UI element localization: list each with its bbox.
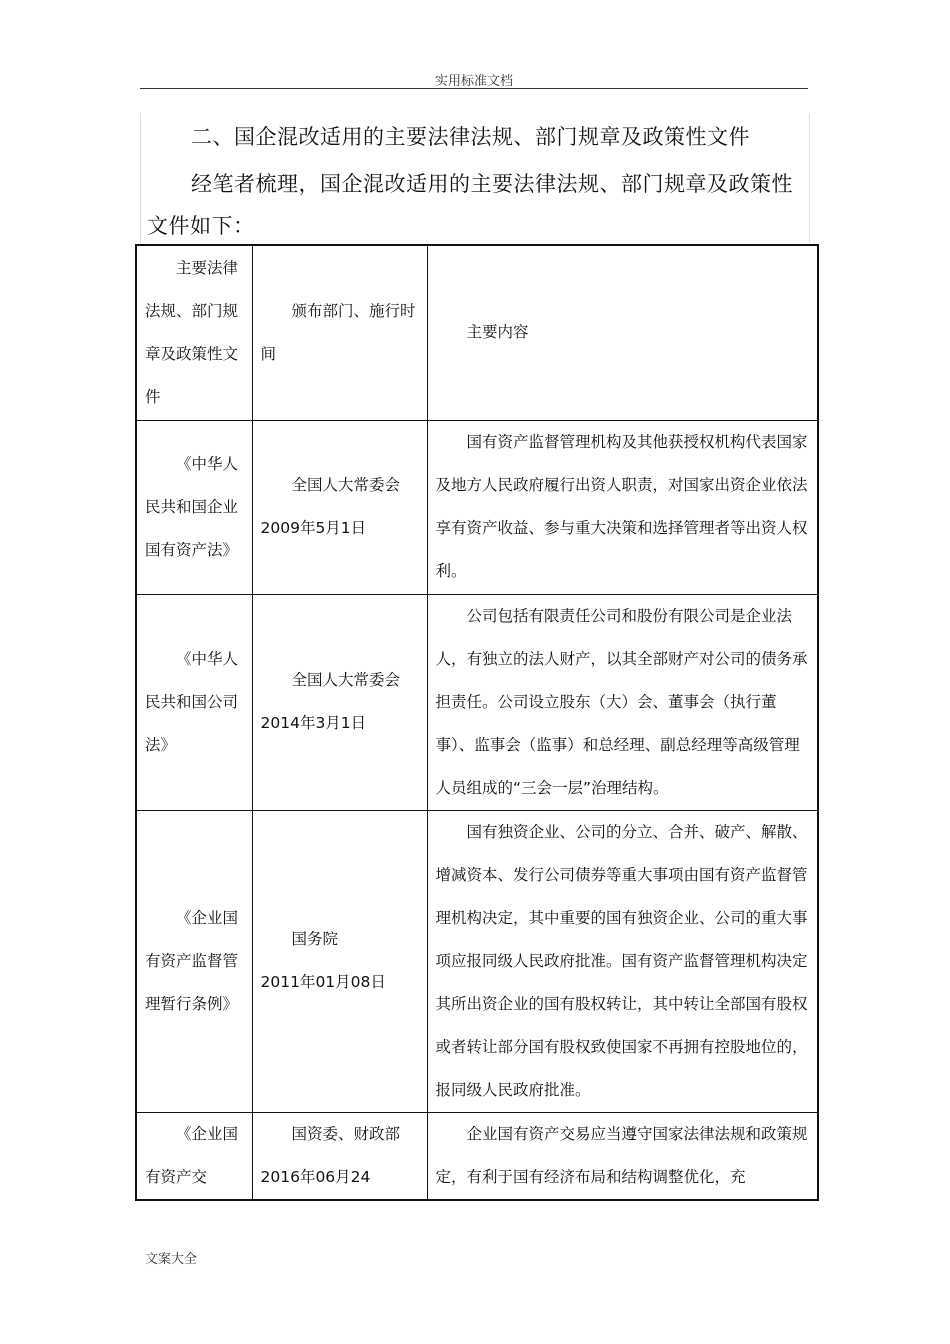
header-cell-content: 主要内容 <box>427 245 818 420</box>
intro-paragraph-line1: 经笔者梳理，国企混改适用的主要法律法规、部门规章及政策性 <box>191 172 793 196</box>
row-regulation-name: 《企业国有资产监督管理暂行条例》 <box>136 810 252 1112</box>
row-dept-date <box>252 420 427 594</box>
page-header: 实用标准文档 <box>140 70 808 89</box>
row-regulation-name: 《企业国有资产交 <box>136 1112 252 1200</box>
header-cell-dept-date: 颁布部门、施行时间 <box>252 245 427 420</box>
regulations-table <box>135 244 819 1201</box>
row-dept: 国资委、财政部 <box>291 1124 401 1143</box>
row-date: 2014年3月1日 <box>260 714 367 732</box>
row-content: 企业国有资产交易应当遵守国家法律法规和政策规定，有利于国有经济布局和结构调整优化，充 <box>427 1112 818 1200</box>
intro-paragraph-line2: 文件如下： <box>147 214 255 238</box>
row-content: 国有独资企业、公司的分立、合并、破产、解散、增减资本、发行公司债券等重大事项由国有资产监督管理机构决定，其中重要的国有独资企业、公司的重大事项应报同级人民政府批准。国有资产监督管理机构决定其所出资企业的国有股权转让，其中转让全部国有股权或者转让部分国有股权致使国家不再拥有控股地位的，报同级人民政府批准。 <box>427 810 818 1112</box>
row-dept: 全国人大常委会 <box>291 671 401 689</box>
page-footer: 文案大全 <box>145 1252 198 1267</box>
table-row <box>136 1112 818 1200</box>
row-date: 2009年5月1日 <box>260 519 367 537</box>
intro-section <box>140 113 810 243</box>
table-row <box>136 810 818 1112</box>
row-regulation-name: 《中华人民共和国企业国有资产法》 <box>136 420 252 594</box>
table-row <box>136 420 818 594</box>
row-content: 公司包括有限责任公司和股份有限公司是企业法人，有独立的法人财产，以其全部财产对公司的债务承担责任。公司设立股东（大）会、董事会（执行董事）、监事会（监事）和总经理、副总经理等高级管理人员组成的“三会一层”治理结构。 <box>427 594 818 810</box>
header-cell-regulation: 主要法律法规、部门规章及政策性文件 <box>136 245 252 420</box>
row-date: 2016年06月24 <box>260 1167 371 1186</box>
row-dept: 国务院 <box>291 930 339 948</box>
row-dept-date <box>252 1112 427 1200</box>
row-date: 2011年01月08日 <box>260 973 386 991</box>
row-dept-date <box>252 594 427 810</box>
row-dept: 全国人大常委会 <box>291 476 401 494</box>
row-dept-date <box>252 810 427 1112</box>
table-header-row <box>136 245 818 420</box>
section-heading: 二、国企混改适用的主要法律法规、部门规章及政策性文件 <box>191 125 750 149</box>
row-content: 国有资产监督管理机构及其他获授权机构代表国家及地方人民政府履行出资人职责，对国家出资企业依法享有资产收益、参与重大决策和选择管理者等出资人权利。 <box>427 420 818 594</box>
row-regulation-name: 《中华人民共和国公司法》 <box>136 594 252 810</box>
table-row <box>136 594 818 810</box>
